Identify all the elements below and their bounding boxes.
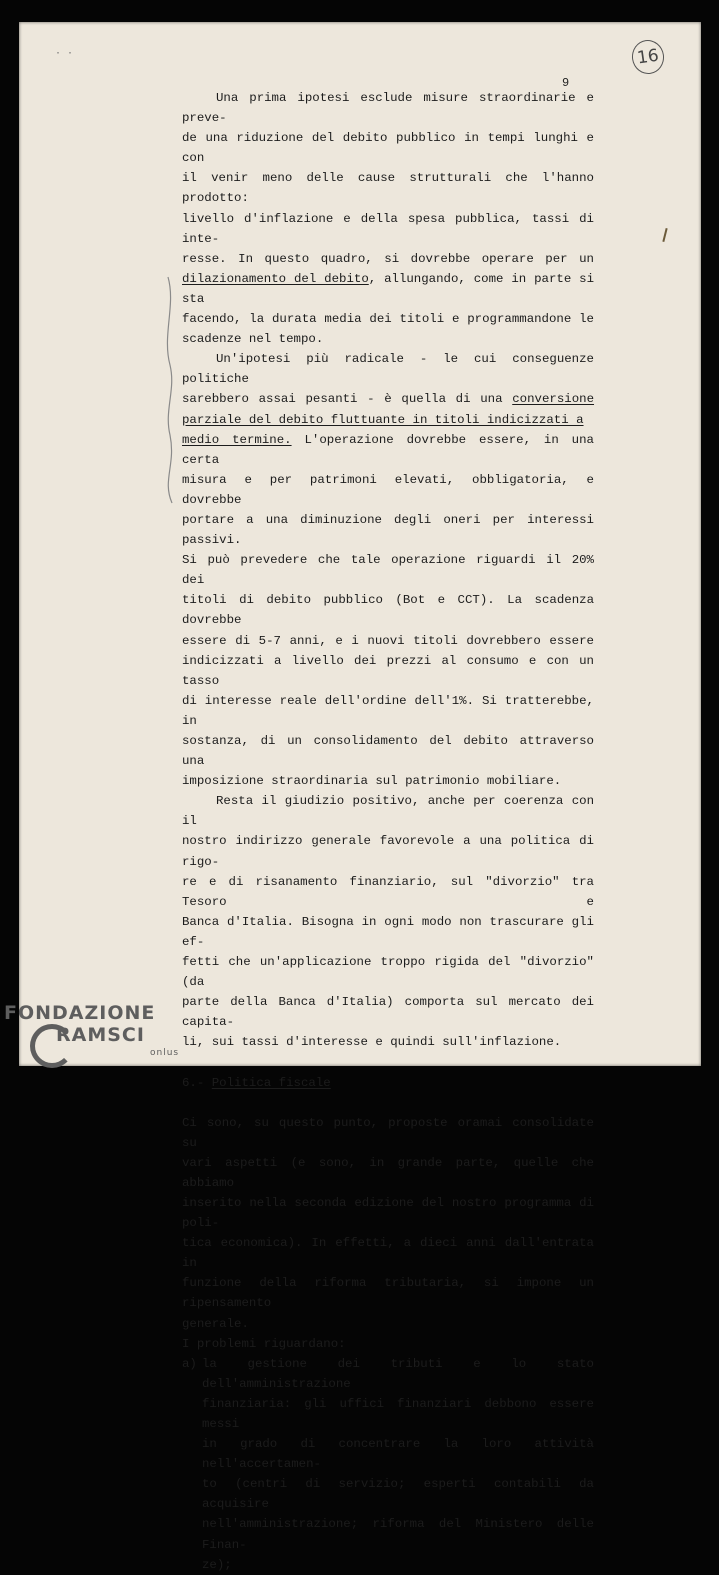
text-line: tica economica). In effetti, a dieci anni dall'entrata in [182, 1236, 594, 1271]
text-line [182, 389, 594, 409]
text-line: sostanza, di un consolidamento del debito attraverso una [182, 734, 594, 769]
text-line: inserito nella seconda edizione del nostro programma di poli- [182, 1195, 594, 1231]
underlined-phrase: medio termine. [182, 432, 292, 447]
text-line: generale. [182, 1316, 249, 1331]
text-line: Una prima ipotesi esclude misure straordinarie e preve- [182, 91, 594, 126]
text-line: nell'amministrazione; riforma del Ministero delle Finan- [202, 1517, 594, 1552]
text-line: parte della Banca d'Italia) comporta sul mercato dei capita- [182, 995, 594, 1030]
paragraph-4 [182, 1113, 594, 1334]
text-line: vari aspetti (e sono, in grande parte, quelle che abbiamo [182, 1155, 594, 1190]
text-line: livello d'inflazione e della spesa pubblica, tassi di inte- [182, 211, 594, 246]
text-line: funzione della riforma tributaria, si impone un ripensamento [182, 1276, 594, 1311]
text-fragment: sarebbero assai pesanti - è quella di una [182, 392, 503, 407]
text-line: Si può prevedere che tale operazione riguardi il 20% dei [182, 553, 594, 588]
text-line: Resta il giudizio positivo, anche per coerenza con il [182, 794, 594, 829]
list-item-text [202, 1354, 594, 1575]
text-line: portare a una diminuzione degli oneri per interessi passivi. [182, 512, 594, 548]
text-line: fetti che un'applicazione troppo rigida del "divorzio" (da [182, 955, 594, 990]
text-line: imposizione straordinaria sul patrimonio mobiliare. [182, 774, 562, 789]
text-line: li, sui tassi d'interesse e quindi sull'inflazione. [182, 1035, 562, 1050]
text-line: de una riduzione del debito pubblico in tempi lunghi e con [182, 131, 594, 166]
text-line: Ci sono, su questo punto, proposte oramai consolidate su [182, 1115, 594, 1150]
text-line: finanziaria: gli uffici finanziari debbono essere messi [202, 1396, 594, 1431]
text-line: in grado di concentrare la loro attività nell'accertamen- [202, 1437, 594, 1472]
problems-intro: I problemi riguardano: [182, 1336, 346, 1351]
section-title: Politica fiscale [211, 1075, 331, 1090]
text-fragment: , allungando, come in parte si sta [182, 271, 594, 306]
text-line: la gestione dei tributi e lo stato dell'amministrazione [202, 1356, 594, 1391]
text-fragment: L'operazione dovrebbe essere, in una certa [182, 432, 594, 467]
underlined-phrase: dilazionamento del debito [182, 271, 369, 286]
paragraph-3 [182, 791, 594, 1052]
text-line [182, 430, 594, 470]
text-line: titoli di debito pubblico (Bot e CCT). La scadenza dovrebbe [182, 593, 594, 628]
text-line: to (centri di servizio; esperti contabili da acquisire [202, 1477, 594, 1512]
text-line: nostro indirizzo generale favorevole a una politica di rigo- [182, 834, 594, 869]
margin-brace-annotation [158, 275, 180, 505]
text-line: indicizzati a livello dei prezzi al consumo e con un tasso [182, 653, 594, 688]
paragraph-2 [182, 349, 594, 791]
text-line: resse. In questo quadro, si dovrebbe operare per un [182, 251, 594, 266]
section-number: 6.- [182, 1075, 205, 1090]
text-line [182, 410, 594, 430]
folio-number-circled: 16 [630, 38, 666, 76]
text-line: re e di risanamento finanziario, sul "divorzio" tra Tesoro e [182, 874, 594, 909]
spacer [182, 1093, 594, 1113]
list-item-label: a) [182, 1356, 197, 1371]
text-line: scadenze nel tempo. [182, 332, 324, 347]
watermark-onlus: onlus [150, 1048, 180, 1058]
g-logo-icon [30, 1024, 74, 1068]
archive-watermark-logo [4, 1002, 179, 1064]
text-line: di interesse reale dell'ordine dell'1%. Si tratterebbe, in [182, 693, 594, 728]
underlined-phrase: conversione [512, 392, 595, 407]
text-line: Banca d'Italia. Bisogna in ogni modo non trascurare gli ef- [182, 914, 594, 949]
text-line [182, 269, 594, 309]
text-line: Un'ipotesi più radicale - le cui conseguenze politiche [182, 352, 594, 387]
text-line: facendo, la durata media dei titoli e programmandone le [182, 312, 594, 327]
text-line: essere di 5-7 anni, e i nuovi titoli dovrebbero essere [182, 633, 594, 648]
text-line: il venir meno delle cause strutturali che l'hanno prodotto: [182, 171, 594, 206]
margin-dots: · · [55, 48, 74, 59]
watermark-line-2: RAMSCI [56, 1024, 145, 1046]
section-heading [182, 1073, 594, 1093]
underlined-phrase: parziale del debito fluttuante in titoli indicizzati a [182, 412, 584, 427]
watermark-line-1: FONDAZIONE [4, 1002, 156, 1024]
document-body [182, 88, 594, 1575]
page-number: 9 [562, 76, 570, 90]
spacer [182, 1053, 594, 1073]
list-item-a [182, 1354, 594, 1575]
text-line: misura e per patrimoni elevati, obbligatoria, e dovrebbe [182, 472, 594, 507]
paragraph-1 [182, 88, 594, 349]
text-line: ze); [202, 1557, 232, 1572]
